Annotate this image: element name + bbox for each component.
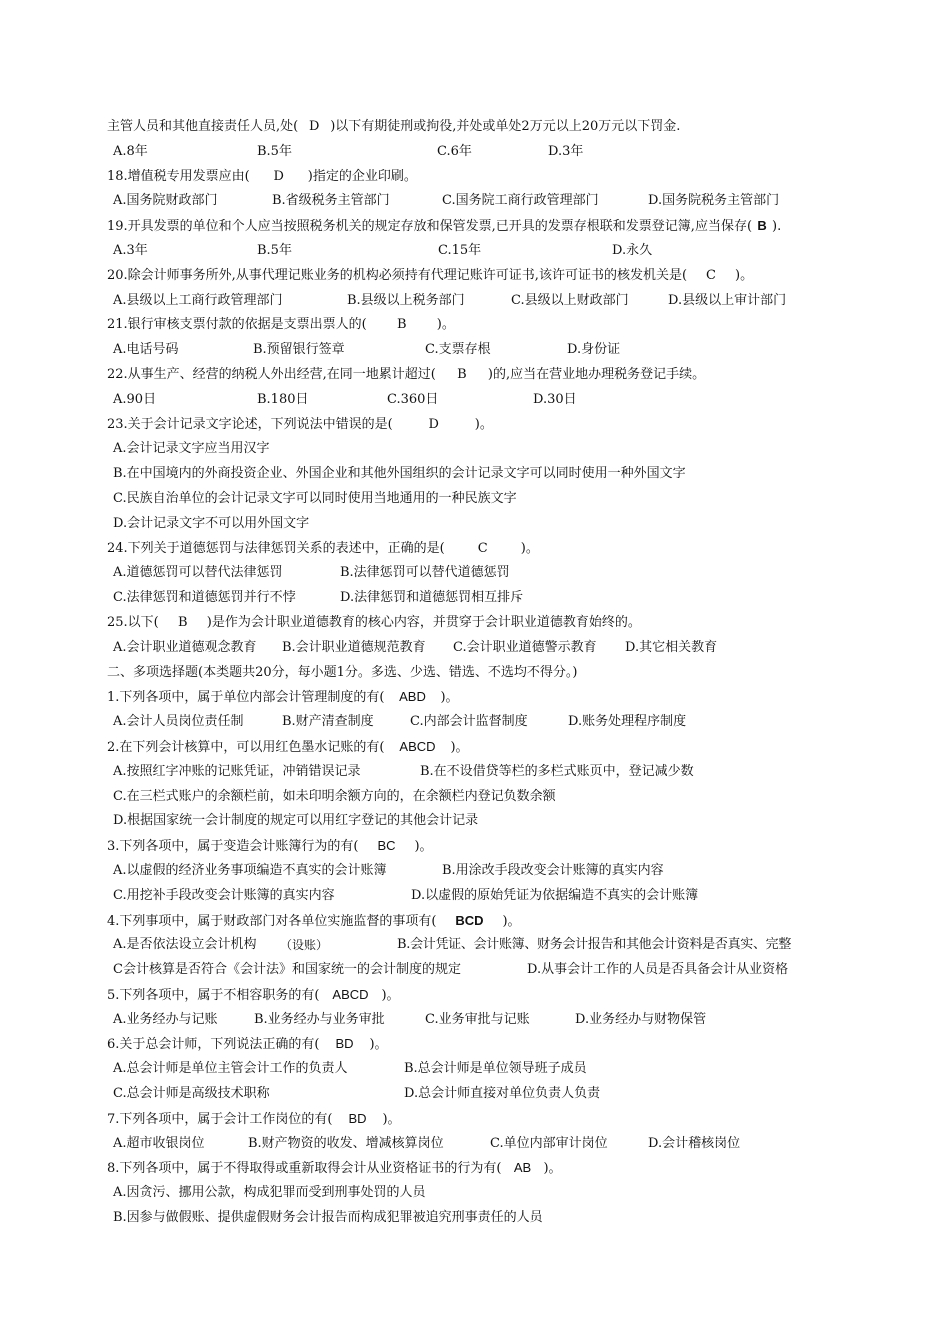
options-row xyxy=(107,1057,867,1082)
options-row xyxy=(107,1132,867,1157)
option-b: B.总会计师是单位领导班子成员 xyxy=(404,1061,587,1077)
option-b: B.5年 xyxy=(257,242,292,258)
question-text: ). xyxy=(772,219,782,235)
options-row xyxy=(107,289,867,314)
question-24 xyxy=(107,537,867,562)
question-20 xyxy=(107,264,867,289)
question-text: )。 xyxy=(414,839,433,855)
option-d: D.身份证 xyxy=(567,342,621,358)
option-d: D.国务院税务主管部门 xyxy=(648,193,780,209)
options-row xyxy=(107,1008,867,1033)
question-text: )指定的企业印刷。 xyxy=(307,168,417,184)
section-heading: 二、多项选择题(本类题共20分，每小题1分。多选、少选、错选、不选均不得分。) xyxy=(107,664,578,680)
option-b: B.在中国境内的外商投资企业、外国企业和其他外国组织的会计记录文字可以同时使用一种外国文字 xyxy=(113,466,686,482)
option-b: B.5年 xyxy=(257,143,292,159)
handwritten-note: （设账） xyxy=(280,938,329,953)
options-row xyxy=(107,338,867,363)
option-d: D.法律惩罚和道德惩罚相互排斥 xyxy=(340,590,524,606)
option-d: D.总会计师直接对单位负责人负责 xyxy=(404,1086,601,1102)
option-b: B.预留银行签章 xyxy=(253,342,345,358)
question-text: 4.下列事项中，属于财政部门对各单位实施监督的事项有( xyxy=(107,913,437,929)
question-23 xyxy=(107,413,867,438)
question-25 xyxy=(107,611,867,636)
option-a: A.90日 xyxy=(113,391,157,407)
question-text: 6.关于总会计师，下列说法正确的有( xyxy=(107,1037,320,1053)
option-b: B.法律惩罚可以替代道德惩罚 xyxy=(340,565,510,581)
option-b: B.会计凭证、会计账簿、财务会计报告和其他会计资料是否真实、完整 xyxy=(397,937,792,953)
question-text: )。 xyxy=(382,1111,401,1127)
option-c: C.民族自治单位的会计记录文字可以同时使用当地通用的一种民族文字 xyxy=(113,490,517,506)
multi-question-1 xyxy=(107,685,867,710)
option-a: A.以虚假的经济业务事项编造不真实的会计账簿 xyxy=(113,862,387,878)
question-text: 18.增值税专用发票应由( xyxy=(107,168,250,184)
question-text: 23.关于会计记录文字论述，下列说法中错误的是( xyxy=(107,416,393,432)
question-text: 24.下列关于道德惩罚与法律惩罚关系的表述中，正确的是( xyxy=(107,540,445,556)
multi-question-2 xyxy=(107,735,867,760)
option-d: D.县级以上审计部门 xyxy=(668,292,787,308)
option-c: C.内部会计监督制度 xyxy=(410,714,528,730)
option-d: D.会计记录文字不可以用外国文字 xyxy=(113,515,310,531)
question-text: )。 xyxy=(474,416,493,432)
multi-question-3 xyxy=(107,834,867,859)
option-d: D.账务处理程序制度 xyxy=(568,714,687,730)
option-b: B.省级税务主管部门 xyxy=(272,193,390,209)
question-text: 22.从事生产、经营的纳税人外出经营,在同一地累计超过( xyxy=(107,366,436,382)
question-text: 3.下列各项中，属于变造会计账簿行为的有( xyxy=(107,839,359,855)
question-text: 21.银行审核支票付款的依据是支票出票人的( xyxy=(107,317,367,333)
answer: BC xyxy=(377,838,396,854)
option-c: C会计核算是否符合《会计法》和国家统一的会计制度的规定 xyxy=(113,962,461,978)
question-text: )。 xyxy=(735,267,754,283)
question-text: )。 xyxy=(369,1037,388,1053)
option-a: A.电话号码 xyxy=(113,342,179,358)
options-row xyxy=(107,710,867,735)
options-row xyxy=(107,586,867,611)
answer: D xyxy=(273,168,284,184)
option-a: A.县级以上工商行政管理部门 xyxy=(113,292,283,308)
multi-question-6 xyxy=(107,1032,867,1057)
option-b: B.县级以上税务部门 xyxy=(347,292,465,308)
option-a: A.会计记录文字应当用汉字 xyxy=(113,441,270,457)
answer: D xyxy=(309,119,320,134)
option-d: D.其它相关教育 xyxy=(625,639,718,655)
question-text: 25.以下( xyxy=(107,614,159,630)
option-c: C.360日 xyxy=(387,391,439,407)
options-row xyxy=(107,140,867,165)
multi-question-5 xyxy=(107,983,867,1008)
question-text: )。 xyxy=(543,1161,562,1177)
option-c: C.县级以上财政部门 xyxy=(511,292,629,308)
option-a: A.超市收银岗位 xyxy=(113,1135,205,1151)
question-text: )是作为会计职业道德教育的核心内容，并贯穿于会计职业道德教育始终的。 xyxy=(206,614,641,630)
answer: B xyxy=(177,614,188,630)
option-a: A.国务院财政部门 xyxy=(113,193,218,209)
option-c: C.国务院工商行政管理部门 xyxy=(442,193,599,209)
option-c: C.15年 xyxy=(438,242,482,258)
question-17-tail xyxy=(107,115,867,140)
options-row xyxy=(107,859,867,884)
option-d: D.会计稽核岗位 xyxy=(648,1135,741,1151)
option-b: B.180日 xyxy=(257,391,309,407)
option-a: A.总会计师是单位主管会计工作的负责人 xyxy=(113,1061,348,1077)
answer: AB xyxy=(513,1160,532,1176)
options-row xyxy=(107,239,867,264)
options-row xyxy=(107,884,867,909)
options-row xyxy=(107,636,867,661)
option-c: C.单位内部审计岗位 xyxy=(490,1135,608,1151)
options-row xyxy=(107,958,867,983)
option-d: D.永久 xyxy=(612,242,653,258)
multi-question-4 xyxy=(107,909,867,934)
option-a: A.按照红字冲账的记账凭证，冲销错误记录 xyxy=(113,763,361,779)
option-c: C.业务审批与记账 xyxy=(425,1011,530,1027)
option-c: C.总会计师是高级技术职称 xyxy=(113,1086,270,1102)
answer: C xyxy=(706,267,716,283)
option-c: C.用挖补手段改变会计账簿的真实内容 xyxy=(113,887,335,903)
option-a: A.是否依法设立会计机构 xyxy=(113,937,257,953)
option-c: C.支票存根 xyxy=(425,342,491,358)
question-21 xyxy=(107,313,867,338)
options-row xyxy=(107,933,867,958)
question-text: 主管人员和其他直接责任人员,处( xyxy=(107,119,299,134)
options-row xyxy=(107,388,867,413)
question-text: )。 xyxy=(436,317,455,333)
option-b: B.用涂改手段改变会计账簿的真实内容 xyxy=(442,862,664,878)
multi-question-8 xyxy=(107,1156,867,1181)
question-text: )。 xyxy=(520,540,539,556)
options-row xyxy=(107,1082,867,1107)
exam-content xyxy=(107,115,867,1231)
options-row xyxy=(107,760,867,785)
option-d: D.以虚假的原始凭证为依据编造不真实的会计账簿 xyxy=(411,887,699,903)
option-b: B.因参与做假账、提供虚假财务会计报告而构成犯罪被追究刑事责任的人员 xyxy=(113,1210,543,1226)
option-d: D.30日 xyxy=(533,391,577,407)
option-a: A.道德惩罚可以替代法律惩罚 xyxy=(113,565,283,581)
question-text: 1.下列各项中，属于单位内部会计管理制度的有( xyxy=(107,690,385,706)
answer: B xyxy=(757,218,767,234)
options-row xyxy=(107,561,867,586)
option-a: A.业务经办与记账 xyxy=(113,1011,218,1027)
answer: B xyxy=(396,317,407,333)
answer: BD xyxy=(348,1110,367,1126)
option-d: D.根据国家统一会计制度的规定可以用红字登记的其他会计记录 xyxy=(113,813,479,829)
option-a: A.因贪污、挪用公款，构成犯罪而受到刑事处罚的人员 xyxy=(113,1185,426,1201)
question-text: )。 xyxy=(381,987,400,1003)
option-c: C.6年 xyxy=(437,143,472,159)
question-22 xyxy=(107,363,867,388)
question-text: 7.下列各项中，属于会计工作岗位的有( xyxy=(107,1111,333,1127)
answer: ABD xyxy=(399,689,426,705)
option-b: B.财产物资的收发、增减核算岗位 xyxy=(248,1135,444,1151)
option-d: D.从事会计工作的人员是否具备会计从业资格 xyxy=(527,962,789,978)
option-c: C.在三栏式账户的余额栏前，如未印明余额方向的，在余额栏内登记负数余额 xyxy=(113,788,556,804)
option-b: B.会计职业道德规范教育 xyxy=(282,639,426,655)
option-a: A.8年 xyxy=(113,143,148,159)
answer: BD xyxy=(335,1036,354,1052)
question-text: )。 xyxy=(502,913,521,929)
answer: C xyxy=(477,540,488,556)
answer: D xyxy=(428,416,439,432)
answer: B xyxy=(457,366,467,382)
option-b: B.财产清查制度 xyxy=(282,714,374,730)
question-text: 5.下列各项中，属于不相容职务的有( xyxy=(107,987,320,1003)
answer: BCD xyxy=(455,912,484,928)
option-b: B.在不设借贷等栏的多栏式账页中，登记减少数 xyxy=(420,763,694,779)
question-text: 19.开具发票的单位和个人应当按照税务机关的规定存放和保管发票,已开具的发票存根联和发票登记簿,应当保存( xyxy=(107,219,753,235)
option-d: D.3年 xyxy=(548,143,584,159)
question-text: 8.下列各项中，属于不得取得或重新取得会计从业资格证书的行为有( xyxy=(107,1161,502,1177)
option-a: A.3年 xyxy=(113,242,148,258)
option-d: D.业务经办与财物保管 xyxy=(575,1011,707,1027)
multi-question-7 xyxy=(107,1107,867,1132)
question-text: )的,应当在营业地办理税务登记手续。 xyxy=(487,366,706,382)
question-text: 20.除会计师事务所外,从事代理记账业务的机构必须持有代理记账许可证书,该许可证书的核发机关是( xyxy=(107,267,688,283)
option-a: A.会计人员岗位责任制 xyxy=(113,714,244,730)
option-c: C.法律惩罚和道德惩罚并行不悖 xyxy=(113,590,296,606)
options-row xyxy=(107,189,867,214)
answer: ABCD xyxy=(332,986,369,1002)
option-c: C.会计职业道德警示教育 xyxy=(453,639,597,655)
answer: ABCD xyxy=(399,738,436,754)
option-b: B.业务经办与业务审批 xyxy=(254,1011,385,1027)
question-text: )。 xyxy=(440,690,459,706)
option-a: A.会计职业道德观念教育 xyxy=(113,639,257,655)
question-18 xyxy=(107,165,867,190)
question-text: )。 xyxy=(450,739,469,755)
question-19 xyxy=(107,214,867,239)
question-text: 2.在下列会计核算中，可以用红色墨水记账的有( xyxy=(107,739,385,755)
question-text: )以下有期徒刑或拘役,并处或单处2万元以上20万元以下罚金. xyxy=(330,119,681,134)
